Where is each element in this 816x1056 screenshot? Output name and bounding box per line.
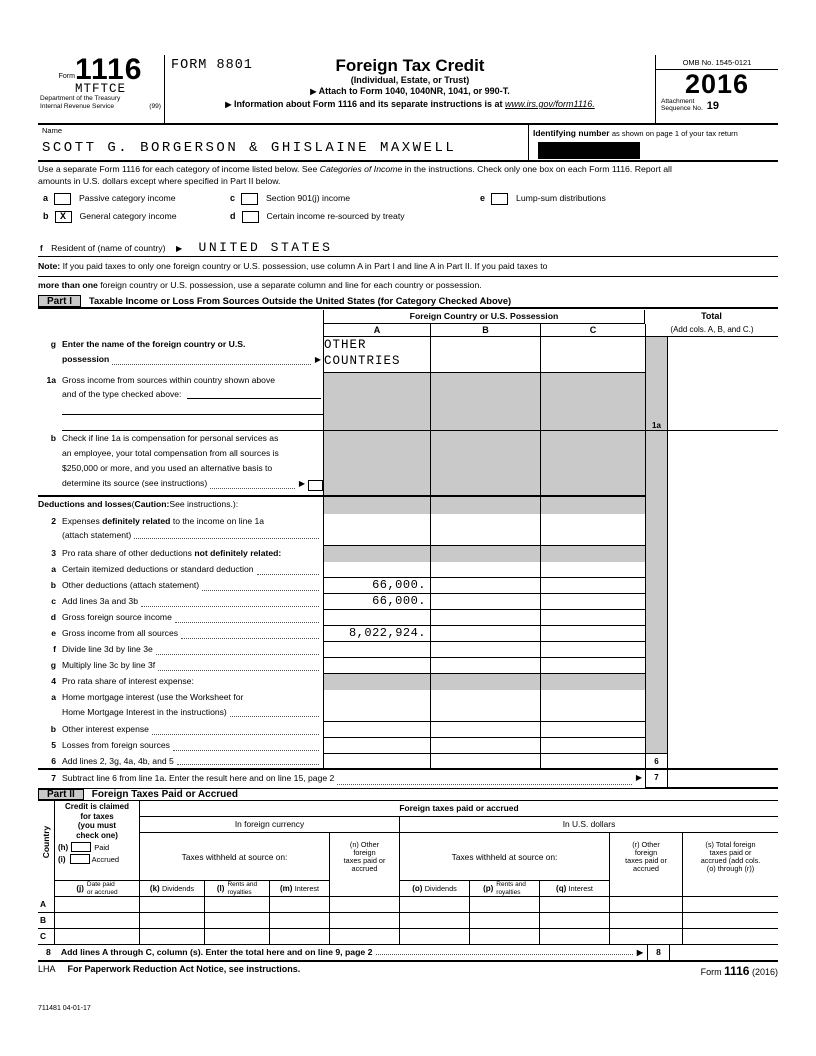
line-1a-entry-c[interactable] bbox=[540, 373, 645, 431]
print-code: 711481 04-01-17 bbox=[38, 1005, 91, 1012]
line-4b-entry-c[interactable] bbox=[540, 722, 645, 738]
row-b-dividends-fc-cell[interactable] bbox=[140, 913, 205, 929]
category-a-checkbox[interactable] bbox=[54, 193, 71, 205]
form-number-block bbox=[38, 55, 165, 123]
row-c-dividends-usd-cell[interactable] bbox=[400, 929, 470, 945]
row-a-total-cell[interactable] bbox=[683, 897, 778, 913]
part1-deductions-heading bbox=[38, 497, 778, 514]
category-d-checkbox[interactable] bbox=[242, 211, 259, 223]
category-instructions bbox=[38, 164, 778, 187]
line-8-side-label: 8 bbox=[647, 945, 670, 960]
foreign-currency-header: In foreign currency bbox=[140, 817, 400, 833]
line-2-entry-a[interactable] bbox=[323, 514, 430, 546]
part1-row-3f: f Divide line 3d by line 3e bbox=[38, 642, 778, 658]
arrow-icon: ▶ bbox=[175, 244, 183, 253]
attachment-label: Attachment bbox=[661, 98, 695, 105]
category-e-label: Lump-sum distributions bbox=[516, 193, 606, 203]
row-2-line2: (attach statement) bbox=[62, 530, 132, 540]
row-4-text: Pro rata share of interest expense: bbox=[62, 676, 194, 686]
line-4b-entry-b[interactable] bbox=[430, 722, 540, 738]
part2-row-c-label: C bbox=[38, 929, 55, 945]
omb-block bbox=[655, 55, 778, 123]
category-e bbox=[480, 192, 606, 206]
row-1a-number: 1a bbox=[46, 375, 56, 385]
category-d-label: Certain income re-sourced by treaty bbox=[266, 211, 405, 221]
part1-bar bbox=[38, 295, 778, 309]
line-1a-total-entry[interactable] bbox=[668, 373, 778, 431]
line-1a-entry-a[interactable] bbox=[323, 373, 430, 431]
dept-line-1: Department of the Treasury bbox=[40, 95, 121, 102]
line-5-entry-b[interactable] bbox=[430, 738, 540, 754]
row-g-text2: possession bbox=[62, 354, 110, 364]
identifying-number-label: Identifying number bbox=[533, 128, 610, 138]
category-b bbox=[43, 210, 177, 224]
line-1a-side-label: 1a bbox=[652, 421, 661, 430]
line-3c-entry-a[interactable]: 66,000. bbox=[323, 594, 430, 610]
row-c-date-cell[interactable] bbox=[55, 929, 140, 945]
row-1a-writein-line[interactable] bbox=[62, 414, 323, 415]
line-3e-entry-b[interactable] bbox=[430, 626, 540, 642]
withheld-header-us: Taxes withheld at source on: bbox=[400, 833, 610, 881]
column-m-header: (m) Interest bbox=[270, 881, 330, 897]
row-b-total-cell[interactable] bbox=[683, 913, 778, 929]
instructions-line1c: in the instructions. Check only one box on each Form 1116. Report all bbox=[402, 164, 672, 174]
arrow-icon: ▶ bbox=[225, 100, 232, 109]
line-4a-entry-a[interactable] bbox=[323, 690, 430, 722]
part2-table bbox=[38, 801, 778, 945]
row-c-interest-fc-cell[interactable] bbox=[270, 929, 330, 945]
row-c-dividends-fc-cell[interactable] bbox=[140, 929, 205, 945]
row-b-line1: Check if line 1a is compensation for personal services as bbox=[62, 433, 279, 443]
line-5-entry-c[interactable] bbox=[540, 738, 645, 754]
arrow-icon: ▶ bbox=[310, 87, 317, 96]
row-8-number: 8 bbox=[46, 947, 51, 957]
row-2-number: 2 bbox=[51, 516, 56, 526]
part1-row-7: 7 Subtract line 6 from line 1a. Enter the result here and on line 15, page 2 ▶ 7 bbox=[38, 770, 778, 788]
resident-country-field[interactable]: UNITED STATES bbox=[198, 240, 333, 255]
row-3b-text: Other deductions (attach statement) bbox=[62, 580, 200, 590]
part1-table bbox=[38, 310, 778, 788]
name-label: Name bbox=[42, 126, 63, 135]
row-c-total-cell[interactable] bbox=[683, 929, 778, 945]
deductions-heading-text2: See instructions.): bbox=[169, 499, 239, 509]
line-3f-entry-c[interactable] bbox=[540, 642, 645, 658]
arrow-icon: ▶ bbox=[636, 948, 643, 957]
part1-row-2: 2 Expenses definitely related to the income on line 1a (attach statement) bbox=[38, 514, 778, 546]
row-a-other-fc-cell[interactable] bbox=[330, 897, 400, 913]
row-a-other-usd-cell[interactable] bbox=[610, 897, 683, 913]
part1-row-3e: e Gross income from all sources 8,022,924. bbox=[38, 626, 778, 642]
note-bold-1: Note: bbox=[38, 261, 61, 271]
column-p-header: (p) Rents and royalties bbox=[470, 881, 540, 897]
row-6-text: Add lines 2, 3g, 4a, 4b, and 5 bbox=[62, 756, 174, 766]
paid-letter: (h) bbox=[58, 842, 69, 852]
line-3g-entry-c[interactable] bbox=[540, 658, 645, 674]
omb-number: OMB No. 1545-0121 bbox=[656, 55, 778, 70]
form-number: 1116 bbox=[74, 53, 143, 86]
part1-row-3: 3 Pro rata share of other deductions not definitely related: bbox=[38, 546, 778, 562]
part1-row-3g: g Multiply line 3c by line 3f bbox=[38, 658, 778, 674]
form-code: MTFTCE bbox=[74, 82, 126, 96]
row-1a-text2: and of the type checked above: bbox=[62, 389, 182, 399]
note-text-1: If you paid taxes to only one foreign country or U.S. possession, use column A in Part I and line A in Part II. If you paid taxes to bbox=[60, 261, 548, 271]
category-checkboxes bbox=[38, 189, 778, 233]
part2-bar bbox=[38, 788, 778, 801]
accrued-letter: (i) bbox=[58, 854, 66, 864]
line-6-entry-c[interactable] bbox=[540, 754, 645, 770]
row-3f-text: Divide line 3d by line 3e bbox=[62, 644, 153, 654]
note-bold-2: more than one bbox=[38, 280, 98, 290]
part1-title: Taxable Income or Loss From Sources Outside the United States (for Category Checked Above) bbox=[89, 296, 512, 306]
line-7-total-entry[interactable] bbox=[668, 770, 778, 788]
form-word: Form bbox=[58, 73, 75, 80]
category-a bbox=[43, 192, 176, 206]
category-c-checkbox[interactable] bbox=[241, 193, 258, 205]
column-r-header: (r) Other foreign taxes paid or accrued bbox=[610, 833, 683, 897]
instructions-line1a: Use a separate Form 1116 for each category of income listed below. See bbox=[38, 164, 320, 174]
sequence-label: Sequence No. bbox=[661, 105, 703, 112]
column-l-header: (l) Rents and royalties bbox=[205, 881, 270, 897]
category-c-label: Section 901(j) income bbox=[266, 193, 351, 203]
line-3a-entry-b[interactable] bbox=[430, 562, 540, 578]
line-4a-entry-b[interactable] bbox=[430, 690, 540, 722]
row-4a-line2: Home Mortgage Interest in the instructions) bbox=[62, 707, 227, 717]
row-c-rents-usd-cell[interactable] bbox=[470, 929, 540, 945]
line-3d-entry-c[interactable] bbox=[540, 610, 645, 626]
row-b-rents-fc-cell[interactable] bbox=[205, 913, 270, 929]
column-b-header: B bbox=[430, 324, 540, 337]
instructions-line1b: Categories of Income bbox=[319, 164, 403, 174]
footer-form-year: (2016) bbox=[751, 967, 778, 977]
part2-row-a-label: A bbox=[38, 897, 55, 913]
resident-letter: f bbox=[40, 244, 43, 253]
row-b-rents-usd-cell[interactable] bbox=[470, 913, 540, 929]
row-c-interest-usd-cell[interactable] bbox=[540, 929, 610, 945]
column-q-header: (q) Interest bbox=[540, 881, 610, 897]
column-o-header: (o) Dividends bbox=[400, 881, 470, 897]
attach-line: Attach to Form 1040, 1040NR, 1041, or 990-T. bbox=[318, 86, 510, 96]
form-title-block bbox=[165, 55, 655, 123]
paid-label: Paid bbox=[94, 842, 110, 852]
part1-row-4a: a Home mortgage interest (use the Worksheet for Home Mortgage Interest in the instructions) bbox=[38, 690, 778, 722]
part1-row-5: 5 Losses from foreign sources bbox=[38, 738, 778, 754]
country-name-entry-c[interactable] bbox=[540, 337, 645, 373]
part1-row-3d: d Gross foreign source income bbox=[38, 610, 778, 626]
row-a-dividends-usd-cell[interactable] bbox=[400, 897, 470, 913]
line-7-side-label: 7 bbox=[645, 770, 668, 788]
line-1a-entry-b[interactable] bbox=[430, 373, 540, 431]
row-8-text: Add lines A through C, column (s). Enter the total here and on line 9, page 2 bbox=[60, 947, 373, 957]
part2-label: Part II bbox=[38, 789, 84, 800]
line-6-total-entry[interactable] bbox=[668, 754, 778, 770]
row-b-dividends-usd-cell[interactable] bbox=[400, 913, 470, 929]
row-3g-text: Multiply line 3c by line 3f bbox=[62, 660, 156, 670]
name-field[interactable]: SCOTT G. BORGERSON & GHISLAINE MAXWELL bbox=[42, 140, 457, 156]
arrow-icon: ▶ bbox=[635, 773, 642, 782]
row-a-interest-fc-cell[interactable] bbox=[270, 897, 330, 913]
footer-form-number: 1116 bbox=[724, 964, 750, 978]
line-4b-entry-a[interactable] bbox=[323, 722, 430, 738]
deductions-heading-bold1: Deductions and losses bbox=[38, 499, 132, 509]
row-b-line3: $250,000 or more, and you used an alternative basis to bbox=[62, 463, 273, 473]
part1-row-6: 6 Add lines 2, 3g, 4a, 4b, and 5 6 bbox=[38, 754, 778, 770]
row-a-dividends-fc-cell[interactable] bbox=[140, 897, 205, 913]
category-a-label: Passive category income bbox=[79, 193, 176, 203]
country-axis-label: Country bbox=[41, 825, 51, 859]
paid-checkbox[interactable] bbox=[71, 842, 91, 852]
line-3f-entry-b[interactable] bbox=[430, 642, 540, 658]
row-b-interest-fc-cell[interactable] bbox=[270, 913, 330, 929]
line-2-entry-c[interactable] bbox=[540, 514, 645, 546]
line-4a-entry-c[interactable] bbox=[540, 690, 645, 722]
line-6-entry-b[interactable] bbox=[430, 754, 540, 770]
part1-row-1a bbox=[38, 373, 778, 431]
row-4b-text: Other interest expense bbox=[62, 724, 149, 734]
row-a-rents-fc-cell[interactable] bbox=[205, 897, 270, 913]
footer bbox=[38, 964, 778, 978]
deductions-heading-bold2: Caution: bbox=[134, 499, 170, 509]
form-subtitle: (Individual, Estate, or Trust) bbox=[350, 75, 470, 85]
row-a-interest-usd-cell[interactable] bbox=[540, 897, 610, 913]
row-a-rents-usd-cell[interactable] bbox=[470, 897, 540, 913]
column-c-header: C bbox=[540, 324, 645, 337]
row-3d-text: Gross foreign source income bbox=[62, 612, 172, 622]
us-dollars-header: In U.S. dollars bbox=[400, 817, 778, 833]
name-id-row bbox=[38, 125, 778, 162]
identifying-number-redaction bbox=[538, 142, 640, 159]
category-e-letter: e bbox=[480, 193, 486, 203]
id-divider bbox=[528, 125, 529, 162]
foreign-taxes-group-header: Foreign taxes paid or accrued bbox=[140, 801, 778, 817]
category-e-checkbox[interactable] bbox=[491, 193, 508, 205]
column-n-header: (n) Other foreign taxes paid or accrued bbox=[330, 833, 400, 897]
line-3d-entry-a[interactable] bbox=[323, 610, 430, 626]
identifying-number-note: as shown on page 1 of your tax return bbox=[611, 129, 738, 138]
note-text-2: foreign country or U.S. possession, use a separate column and line for each country or possession. bbox=[97, 280, 482, 290]
credit-claim-line3: (you must bbox=[77, 821, 117, 830]
sequence-number: 19 bbox=[706, 100, 720, 112]
row-b-other-usd-cell[interactable] bbox=[610, 913, 683, 929]
credit-claim-line4: check one) bbox=[76, 830, 118, 840]
category-b-letter: b bbox=[43, 211, 49, 221]
form-header bbox=[38, 55, 778, 125]
category-b-checkbox[interactable]: X bbox=[55, 211, 72, 223]
row-b-line4: determine its source (see instructions) bbox=[62, 478, 208, 488]
row-3c-text: Add lines 3a and 3b bbox=[62, 596, 138, 606]
column-k-header: (k) Dividends bbox=[140, 881, 205, 897]
total-subheader: (Add cols. A, B, and C.) bbox=[645, 324, 778, 337]
row-b-number: b bbox=[50, 433, 56, 443]
dept-line-2: Internal Revenue Service bbox=[40, 102, 115, 110]
row-a-date-cell[interactable] bbox=[55, 897, 140, 913]
line-5-entry-a[interactable] bbox=[323, 738, 430, 754]
category-d-letter: d bbox=[230, 211, 236, 221]
part1-row-g bbox=[38, 337, 778, 373]
row-3a-text: Certain itemized deductions or standard deduction bbox=[62, 564, 254, 574]
row-b-interest-usd-cell[interactable] bbox=[540, 913, 610, 929]
line-3a-entry-a[interactable] bbox=[323, 562, 430, 578]
part2-row-b-label: B bbox=[38, 913, 55, 929]
row-3e-text: Gross income from all sources bbox=[62, 628, 179, 638]
deductions-heading-text1: ( bbox=[131, 499, 135, 509]
row-g-text1: Enter the name of the foreign country or U.S. bbox=[62, 339, 246, 349]
row-1a-text1: Gross income from sources within country shown above bbox=[62, 375, 276, 385]
credit-claim-line2: for taxes bbox=[80, 811, 114, 821]
footer-form-word: Form bbox=[700, 967, 722, 977]
line-3e-entry-c[interactable] bbox=[540, 626, 645, 642]
country-group-header: Foreign Country or U.S. Possession bbox=[323, 310, 645, 324]
row-b-other-fc-cell[interactable] bbox=[330, 913, 400, 929]
info-line: Information about Form 1116 and its separate instructions is at bbox=[233, 99, 503, 109]
column-j-header: (j) Date paid or accrued bbox=[55, 881, 140, 897]
part1-row-4b: b Other interest expense bbox=[38, 722, 778, 738]
row-7-text: Subtract line 6 from line 1a. Enter the result here and on line 15, page 2 bbox=[62, 773, 335, 783]
line-b-checkbox[interactable] bbox=[308, 480, 323, 491]
row-c-other-fc-cell[interactable] bbox=[330, 929, 400, 945]
arrow-icon: ▶ bbox=[314, 355, 321, 364]
category-a-letter: a bbox=[43, 193, 49, 203]
resident-line bbox=[38, 241, 778, 257]
line-3c-entry-c[interactable] bbox=[540, 594, 645, 610]
row-3-number: 3 bbox=[51, 548, 56, 558]
accrued-checkbox[interactable] bbox=[70, 854, 90, 864]
category-c-letter: c bbox=[230, 193, 236, 203]
line-6-side-label: 6 bbox=[645, 754, 668, 770]
row-1a-writein-line[interactable] bbox=[62, 430, 323, 431]
form-stamp: FORM 8801 bbox=[171, 58, 253, 73]
info-url[interactable]: www.irs.gov/form1116. bbox=[505, 99, 595, 109]
line-3g-entry-a[interactable] bbox=[323, 658, 430, 674]
part1-row-3b: b Other deductions (attach statement) 66,000. bbox=[38, 578, 778, 594]
note-line-1 bbox=[38, 258, 778, 277]
line-8-total-entry[interactable] bbox=[670, 945, 778, 960]
instructions-line2: amounts in U.S. dollars except where specified in Part II below. bbox=[38, 175, 281, 186]
category-d bbox=[230, 210, 405, 224]
part1-row-4: 4 Pro rata share of interest expense: bbox=[38, 674, 778, 690]
row-c-rents-fc-cell[interactable] bbox=[205, 929, 270, 945]
line-6-entry-a[interactable] bbox=[323, 754, 430, 770]
line-3b-entry-a[interactable]: 66,000. bbox=[323, 578, 430, 594]
category-c bbox=[230, 192, 350, 206]
lha-label: LHA bbox=[38, 964, 56, 974]
part1-row-3a: a Certain itemized deductions or standard deduction bbox=[38, 562, 778, 578]
line-3a-entry-c[interactable] bbox=[540, 562, 645, 578]
paperwork-notice: For Paperwork Reduction Act Notice, see instructions. bbox=[67, 964, 301, 974]
note-line-2 bbox=[38, 277, 778, 296]
line-3b-entry-b[interactable] bbox=[430, 578, 540, 594]
column-s-header: (s) Total foreign taxes paid or accrued (add cols. (o) through (r)) bbox=[683, 833, 778, 897]
row-g-number: g bbox=[50, 339, 56, 349]
line-3c-entry-b[interactable] bbox=[430, 594, 540, 610]
row-b-line2: an employee, your total compensation from all sources is bbox=[62, 448, 279, 458]
part2-row-8 bbox=[38, 945, 778, 962]
line-3b-entry-c[interactable] bbox=[540, 578, 645, 594]
part1-label: Part I bbox=[38, 295, 81, 307]
country-name-entry-a[interactable]: OTHER COUNTRIES bbox=[323, 337, 430, 373]
line-3g-entry-b[interactable] bbox=[430, 658, 540, 674]
category-b-label: General category income bbox=[79, 211, 177, 221]
withheld-header-foreign: Taxes withheld at source on: bbox=[140, 833, 330, 881]
line-3d-entry-b[interactable] bbox=[430, 610, 540, 626]
line-2-entry-b[interactable] bbox=[430, 514, 540, 546]
arrow-icon: ▶ bbox=[298, 479, 305, 488]
part1-row-b bbox=[38, 431, 778, 497]
line-3f-entry-a[interactable] bbox=[323, 642, 430, 658]
dept-line-2-suffix: (99) bbox=[149, 102, 161, 110]
form-year: 2016 bbox=[684, 69, 750, 99]
part1-row-3c: c Add lines 3a and 3b 66,000. bbox=[38, 594, 778, 610]
row-5-text: Losses from foreign sources bbox=[62, 740, 170, 750]
country-name-entry-b[interactable] bbox=[430, 337, 540, 373]
row-4a-line1: Home mortgage interest (use the Worksheet for bbox=[62, 692, 244, 702]
row-b-date-cell[interactable] bbox=[55, 913, 140, 929]
part2-title: Foreign Taxes Paid or Accrued bbox=[91, 789, 238, 800]
line-3e-entry-a[interactable]: 8,022,924. bbox=[323, 626, 430, 642]
credit-claim-line1: Credit is claimed bbox=[64, 802, 130, 811]
resident-label: Resident of (name of country) bbox=[51, 243, 166, 253]
row-c-other-usd-cell[interactable] bbox=[610, 929, 683, 945]
form-title: Foreign Tax Credit bbox=[335, 56, 485, 75]
total-header: Total bbox=[701, 311, 722, 321]
accrued-label: Accrued bbox=[91, 854, 120, 864]
column-a-header: A bbox=[323, 324, 430, 337]
